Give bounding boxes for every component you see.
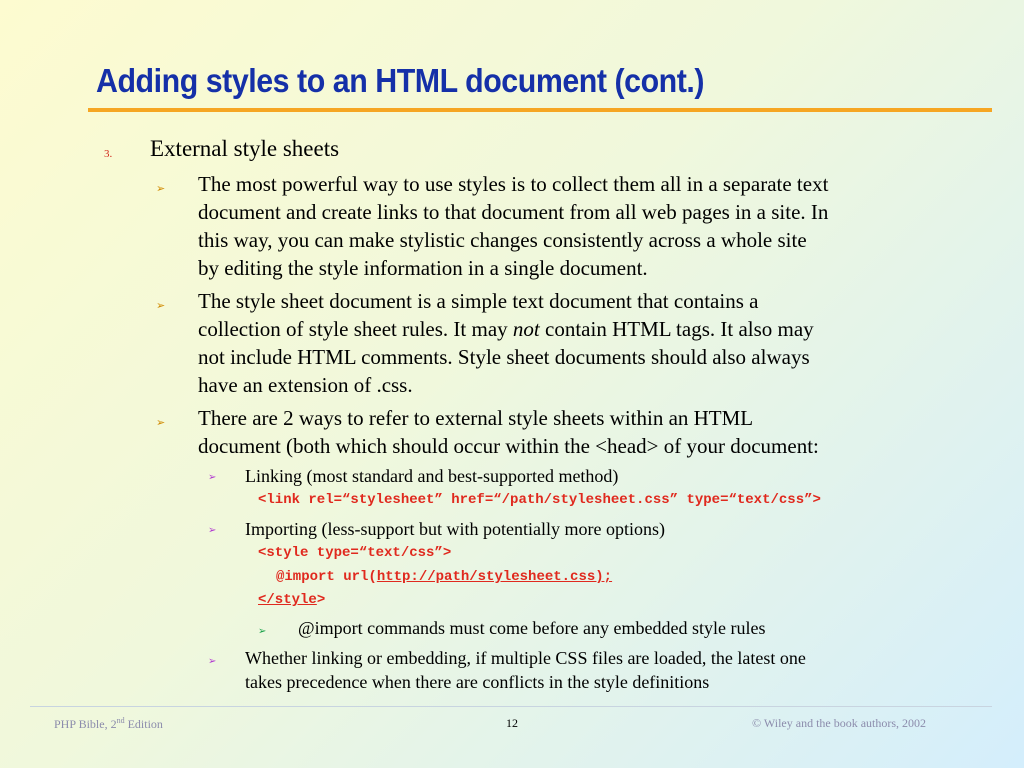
code-style-close-link[interactable]: </style <box>258 592 317 608</box>
code-import-pre: @import url( <box>276 569 377 585</box>
bullet-arrow-icon: ➢ <box>156 183 166 195</box>
bullet-2-line-2-pre: collection of style sheet rules. It may <box>198 317 513 341</box>
sub-bullet-arrow-icon: ➢ <box>208 656 217 667</box>
code-style-close-post: > <box>316 592 326 608</box>
bullet-3-line-2: document (both which should occur within the <head> of your document: <box>198 434 819 458</box>
title-divider <box>88 108 992 112</box>
footer-divider <box>30 706 992 707</box>
cascade-line-1: Whether linking or embedding, if multiple CSS files are loaded, the latest one <box>245 648 806 668</box>
footer-copyright: © Wiley and the book authors, 2002 <box>752 716 927 730</box>
bullet-1-line-4: by editing the style information in a single document. <box>198 256 648 280</box>
bullet-2-line-4: have an extension of .css. <box>198 373 413 397</box>
footer-title-sup: nd <box>116 716 125 725</box>
bullet-1-line-3: this way, you can make stylistic changes consistently across a whole site <box>198 228 807 252</box>
bullet-3-line-1: There are 2 ways to refer to external style sheets within an HTML <box>198 406 754 430</box>
sub-item-linking: Linking (most standard and best-supported method) <box>245 466 619 486</box>
bullet-2-line-2-post: contain HTML tags. It also may <box>539 317 814 341</box>
sub-item-importing: Importing (less-support but with potentially more options) <box>245 519 665 539</box>
sub-bullet-arrow-icon: ➢ <box>208 472 217 483</box>
import-note: @import commands must come before any embedded style rules <box>298 618 766 638</box>
footer-title-post: Edition <box>124 717 163 731</box>
code-import-line <box>276 569 612 585</box>
sub-bullet-arrow-icon: ➢ <box>208 525 217 536</box>
emphasis-not: not <box>512 317 540 341</box>
code-style-close <box>258 592 325 608</box>
bullet-1-line-2: document and create links to that document from all web pages in a site. In <box>198 200 829 224</box>
bullet-2-line-3: not include HTML comments. Style sheet documents should also always <box>198 345 810 369</box>
bullet-arrow-icon: ➢ <box>156 300 166 312</box>
footer-book-title <box>54 716 163 732</box>
bullet-1-line-1: The most powerful way to use styles is to collect them all in a separate text <box>198 172 829 196</box>
sub-sub-bullet-arrow-icon: ➢ <box>258 626 267 637</box>
footer-title-pre: PHP Bible, 2 <box>54 717 117 731</box>
code-style-open: <style type=“text/css”> <box>258 545 452 561</box>
slide-title: Adding styles to an HTML document (cont.) <box>96 62 705 99</box>
section-heading: External style sheets <box>150 136 340 161</box>
bullet-arrow-icon: ➢ <box>156 417 166 429</box>
code-link-tag: <link rel=“stylesheet” href=“/path/stylesheet.css” type=“text/css”> <box>258 492 821 508</box>
section-number: 3. <box>104 148 113 160</box>
bullet-2-line-2 <box>198 315 814 343</box>
page-number: 12 <box>506 716 518 730</box>
code-import-url-link[interactable]: http://path/stylesheet.css); <box>376 569 613 585</box>
bullet-2-line-1: The style sheet document is a simple text document that contains a <box>198 289 759 313</box>
cascade-line-2: takes precedence when there are conflicts in the style definitions <box>245 672 710 692</box>
